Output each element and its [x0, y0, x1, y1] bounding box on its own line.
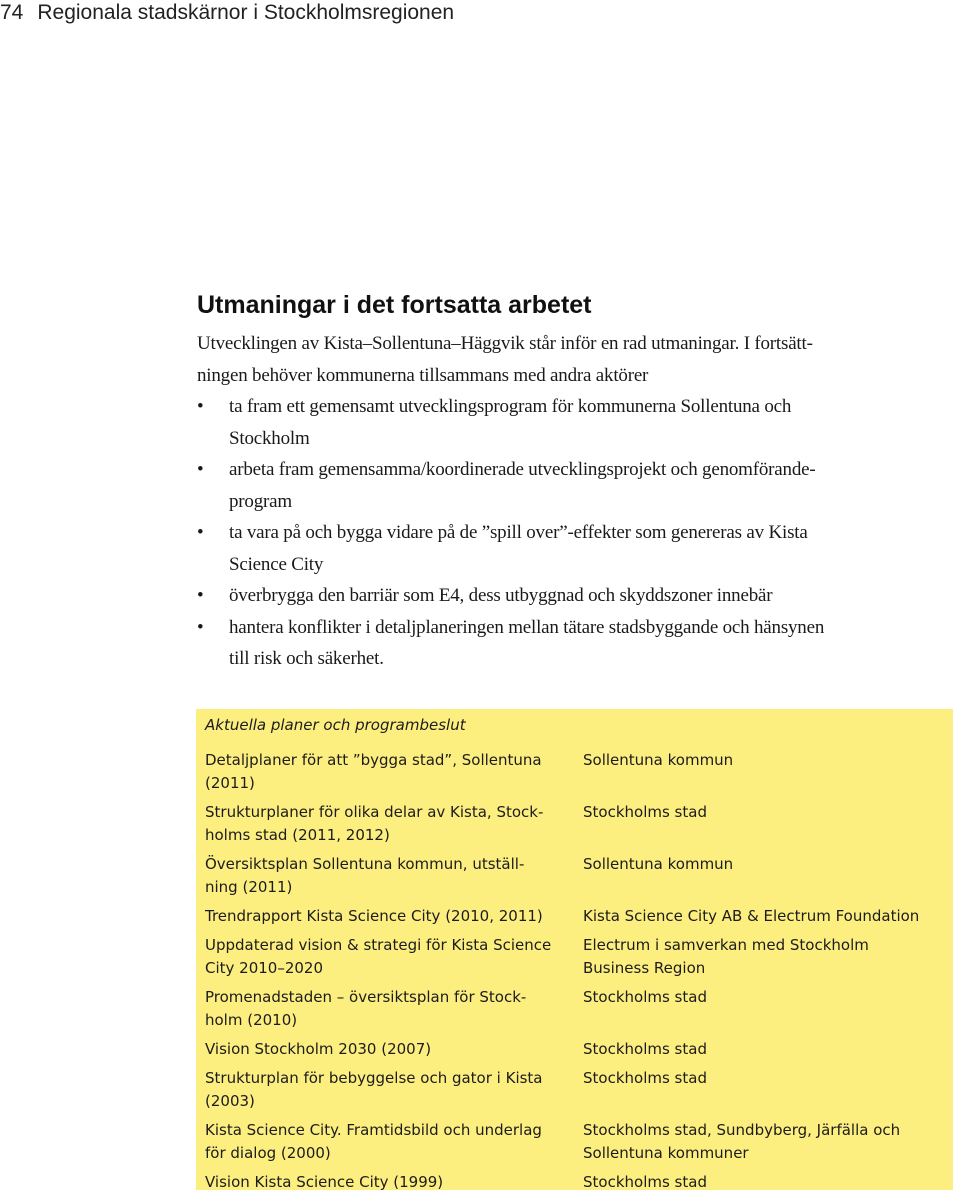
plans-infobox: [196, 709, 953, 1190]
page-number: 74: [0, 1, 24, 24]
bullet-icon: •: [197, 396, 204, 417]
plan-line: Kista Science City. Framtidsbild och underlag: [205, 1121, 542, 1139]
challenge-list: [197, 391, 952, 675]
org-line: Stockholms stad: [583, 1173, 707, 1191]
list-item-line: program: [229, 490, 292, 512]
responsible-org: [583, 934, 943, 980]
plan-line: Detaljplaner för att ”bygga stad”, Sollentuna: [205, 751, 542, 769]
list-item: [197, 517, 952, 580]
plan-line: Strukturplaner för olika delar av Kista, Stock-: [205, 803, 544, 821]
list-item-line: Stockholm: [229, 427, 310, 449]
intro-paragraph: [197, 328, 952, 391]
bullet-icon: •: [197, 616, 204, 638]
list-item-line: ta vara på och bygga vidare på de ”spill over”-effekter som genereras av Kista: [229, 522, 808, 543]
table-row: [205, 1038, 943, 1061]
org-line: Stockholms stad: [583, 988, 707, 1006]
running-title: Regionala stadskärnor i Stockholmsregionen: [37, 1, 455, 24]
responsible-org: [583, 853, 943, 899]
responsible-org: [583, 1119, 943, 1165]
plan-name: [205, 905, 565, 928]
plan-line: Vision Kista Science City (1999): [205, 1173, 444, 1191]
table-row: [205, 1119, 943, 1165]
list-item-line: hantera konflikter i detaljplaneringen mellan tätare stadsbyggande och hänsynen: [229, 616, 825, 638]
table-row: [205, 853, 943, 899]
plan-line: Uppdaterad vision & strategi för Kista Science: [205, 936, 552, 954]
table-row: [205, 1067, 943, 1113]
plan-line: Vision Stockholm 2030 (2007): [205, 1040, 432, 1058]
responsible-org: [583, 1171, 943, 1194]
section-heading: Utmaningar i det fortsatta arbetet: [197, 291, 592, 319]
plan-line: ning (2011): [205, 878, 293, 896]
plan-name: [205, 934, 565, 980]
plan-name: [205, 1171, 565, 1194]
plan-name: [205, 801, 565, 847]
responsible-org: [583, 905, 943, 928]
challenges-section: [197, 290, 952, 675]
bullet-icon: •: [197, 459, 204, 480]
plan-name: [205, 1119, 565, 1165]
list-item-line: till risk och säkerhet.: [229, 648, 384, 669]
list-item-line: arbeta fram gemensamma/koordinerade utvecklingsprojekt och genomförande-: [229, 459, 816, 480]
org-line: Stockholms stad: [583, 1069, 707, 1087]
responsible-org: [583, 1038, 943, 1061]
plan-line: för dialog (2000): [205, 1144, 331, 1162]
bullet-icon: •: [197, 585, 204, 606]
org-line: Electrum i samverkan med Stockholm: [583, 936, 869, 954]
list-item: [197, 580, 952, 612]
running-head: [0, 0, 454, 26]
plan-line: (2003): [205, 1092, 255, 1110]
plan-name: [205, 853, 565, 899]
list-item-line: Science City: [229, 553, 324, 575]
plan-line: holm (2010): [205, 1011, 298, 1029]
org-line: Sollentuna kommun: [583, 855, 734, 873]
org-line: Stockholms stad: [583, 1040, 707, 1058]
responsible-org: [583, 986, 943, 1032]
org-line: Business Region: [583, 959, 706, 977]
plan-line: Strukturplan för bebyggelse och gator i Kista: [205, 1069, 543, 1087]
intro-line: Utvecklingen av Kista–Sollentuna–Häggvik står inför en rad utmaningar. I fortsätt-: [197, 333, 813, 354]
plan-name: [205, 986, 565, 1032]
list-item: [197, 454, 952, 517]
org-line: Sollentuna kommun: [583, 751, 734, 769]
table-row: [205, 905, 943, 928]
plan-line: holms stad (2011, 2012): [205, 826, 390, 844]
table-row: [205, 934, 943, 980]
list-item: [197, 391, 952, 454]
bullet-icon: •: [197, 522, 204, 543]
responsible-org: [583, 749, 943, 795]
list-item: [197, 612, 952, 675]
intro-line: ningen behöver kommunerna tillsammans med andra aktörer: [197, 364, 649, 386]
plan-line: Trendrapport Kista Science City (2010, 2011): [205, 907, 543, 925]
list-item-line: ta fram ett gemensamt utvecklingsprogram för kommunerna Sollentuna och: [229, 396, 792, 417]
plan-line: City 2010–2020: [205, 959, 324, 977]
infobox-title: Aktuella planer och programbeslut: [205, 716, 466, 734]
plan-name: [205, 1038, 565, 1061]
org-line: Kista Science City AB & Electrum Foundation: [583, 907, 920, 925]
plan-name: [205, 749, 565, 795]
org-line: Stockholms stad, Sundbyberg, Järfälla och: [583, 1121, 901, 1139]
org-line: Sollentuna kommuner: [583, 1144, 749, 1162]
responsible-org: [583, 1067, 943, 1113]
plan-line: Översiktsplan Sollentuna kommun, utställ-: [205, 855, 525, 873]
plan-line: Promenadstaden – översiktsplan för Stock-: [205, 988, 527, 1006]
table-row: [205, 801, 943, 847]
responsible-org: [583, 801, 943, 847]
table-row: [205, 749, 943, 795]
plan-line: (2011): [205, 774, 255, 792]
table-row: [205, 986, 943, 1032]
table-row: [205, 1171, 943, 1194]
list-item-line: överbrygga den barriär som E4, dess utbyggnad och skyddszoner innebär: [229, 585, 773, 606]
plan-name: [205, 1067, 565, 1113]
org-line: Stockholms stad: [583, 803, 707, 821]
